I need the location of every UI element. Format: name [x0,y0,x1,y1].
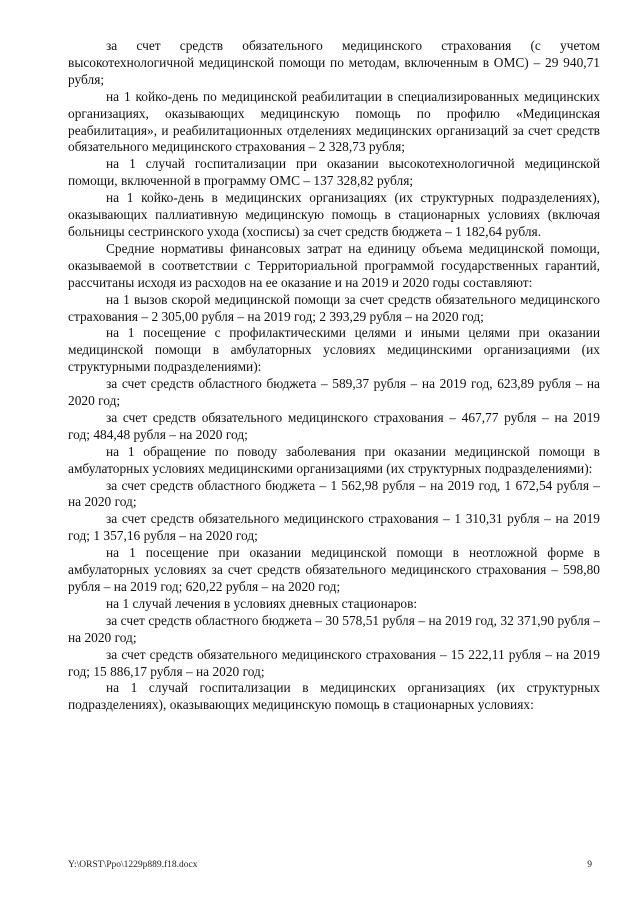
paragraph-8: за счет средств областного бюджета – 589,37 рубля – на 2019 год, 623,89 рубля – на 2020 год; [68,376,600,409]
paragraph-13: на 1 посещение при оказании медицинской помощи в неотложной форме в амбулаторных условиях за счет средств обязательного медицинского страхования – 598,80 рубля – на 2019 год; 620,22 рубля – на 2020 год; [68,545,600,594]
paragraph-1: за счет средств обязательного медицинского страхования (с учетом высокотехнологичной медицинской помощи по методам, включенным в ОМС) – 29 940,71 рубля; [68,38,600,87]
paragraph-16: за счет средств обязательного медицинского страхования – 15 222,11 рубля – на 2019 год; 15 886,17 рубля – на 2020 год; [68,646,600,679]
footer-file-path: Y:\ORST\Ppo\1229p889.f18.docx [68,860,198,870]
paragraph-14: на 1 случай лечения в условиях дневных стационаров: [106,595,418,611]
page-footer [68,860,600,874]
document-body [68,38,600,714]
paragraph-9: за счет средств обязательного медицинского страхования – 467,77 рубля – на 2019 год; 484,48 рубля – на 2020 год; [68,409,600,442]
paragraph-6: на 1 вызов скорой медицинской помощи за счет средств обязательного медицинского страхования – 2 305,00 рубля – на 2019 год; 2 393,29 рубля – на 2020 год; [68,291,600,324]
paragraph-2: на 1 койко-день по медицинской реабилитации в специализированных медицинских организациях, оказывающих медицинскую помощь по профилю «Медицинская реабилитация», и реабилитационных отделениях медицинских организаций за счет средств обязательного медицинского страхования – 2 328,73 рубля; [68,88,600,155]
paragraph-12: за счет средств обязательного медицинского страхования – 1 310,31 рубля – на 2019 год; 1 357,16 рубля – на 2020 год; [68,511,600,544]
paragraph-11: за счет средств областного бюджета – 1 562,98 рубля – на 2019 год, 1 672,54 рубля – на 2020 год; [68,477,600,510]
paragraph-10: на 1 обращение по поводу заболевания при оказании медицинской помощи в амбулаторных условиях медицинскими организациями (их структурных подразделениями): [68,443,600,476]
paragraph-15: за счет средств областного бюджета – 30 578,51 рубля – на 2019 год, 32 371,90 рубля – на 2020 год; [68,612,600,645]
paragraph-17: на 1 случай госпитализации в медицинских организациях (их структурных подразделениях), оказывающих медицинскую помощь в стационарных условиях: [68,680,600,713]
footer-page-number: 9 [587,860,592,870]
paragraph-5: Средние нормативы финансовых затрат на единицу объема медицинской помощи, оказываемой в соответствии с Территориальной программой государственных гарантий, рассчитаны исходя из расходов на ее оказание и на 2019 и 2020 годы составляют: [68,240,600,290]
paragraph-7: на 1 посещение с профилактическими целями и иными целями при оказании медицинской помощи в амбулаторных условиях медицинскими организациями (их структурными подразделениями): [68,325,600,375]
paragraph-4: на 1 койко-день в медицинских организациях (их структурных подразделениях), оказывающих паллиативную медицинскую помощь в стационарных условиях (включая больницы сестринского ухода (хосписы) за счет средств бюджета – 1 182,64 рубля. [68,190,600,239]
paragraph-3: на 1 случай госпитализации при оказании высокотехнологичной медицинской помощи, включенной в программу ОМС – 137 328,82 рубля; [68,156,600,189]
